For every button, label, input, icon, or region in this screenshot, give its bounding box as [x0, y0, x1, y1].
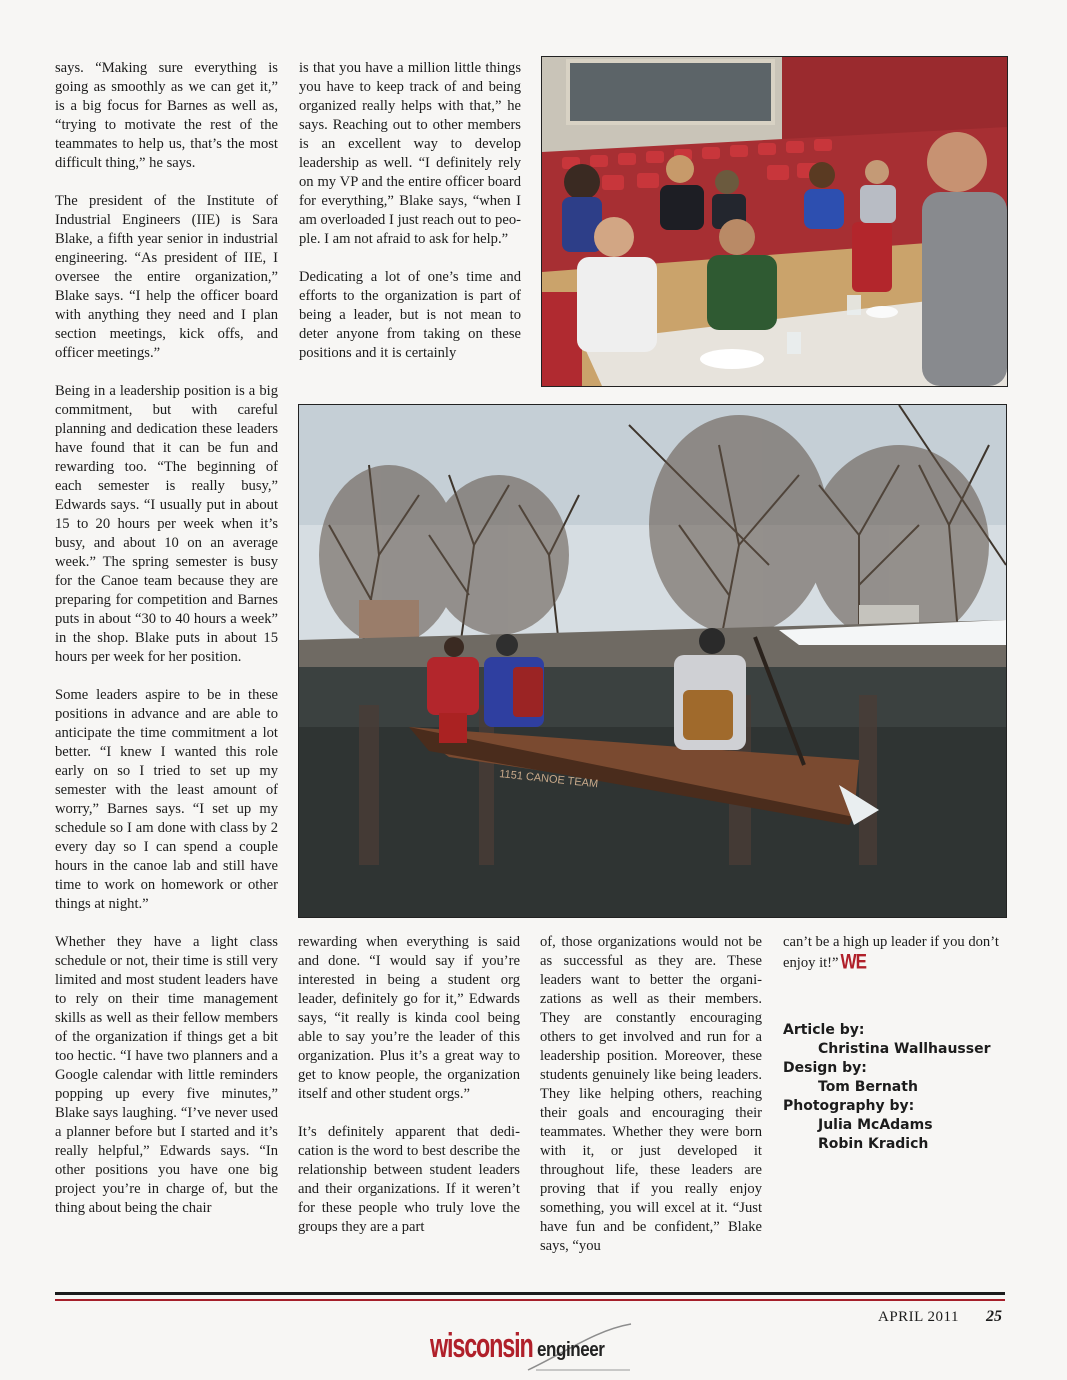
designer: Tom Bernath [818, 1079, 918, 1095]
article-column-5 [783, 933, 1005, 1154]
paragraph: It’s definitely apparent that dedication is the word to best describe the relationship between student leaders and their organizations. If it weren’t for these people who truly love the groups they are a part [298, 1124, 520, 1235]
paragraph: Being in a leadership position is a big commitment, but with careful planning and dedication these leaders have found that it can be fun and rewarding too. “The beginning of each semester is really busy,” Edwards says. “I usually put in about 15 to 20 hours per week when it’s busy, and about 10 on an average week.” The spring semester is busy for the Canoe team because they are preparing for competition and Barnes puts in about “30 to 40 hours a week” in the shop. Blake puts in about 15 hours per week for her position. [55, 383, 278, 665]
paragraph: Whether they have a light class schedule or not, their time is still very limited and most student leaders have to rely on their time management skills as well as their fellow members of the organization if things get a bit too hectic. “I have two planners and a Google calendar with little reminders popping up every five minutes,” Blake says laughing. “I’ve never used a planner before but I started and it’s really helpful,” Edwards says. “In other positions you have one big project you’re in charge of, but the thing about being the chair [55, 934, 278, 1216]
paragraph: says. “Making sure everything is going as smoothly as we can get it,” is a big focus for Barnes as well as, “trying to motivate the rest of the teammates to help us, that’s the most difficult thing,” he says. [55, 60, 278, 171]
paragraph [783, 933, 1005, 973]
classroom-photo [541, 56, 1008, 387]
design-by-label: Design by: [783, 1060, 867, 1076]
paragraph: is that you have a million little things you have to keep track of and being organized really helps with that,” he says. Reaching out to other members is an excellent way to develop leadership as well. “I definitely rely on my VP and the entire officer board for everything,” Blake says, “when I am overloaded I just reach out to people. I am not afraid to ask for help.” [299, 60, 521, 247]
article-column-1 [55, 59, 278, 1218]
photographer: Julia McAdams [818, 1117, 933, 1133]
article-by-label: Article by: [783, 1022, 865, 1038]
closing-text: can’t be a high up leader if you don’t enjoy it!” [783, 934, 999, 971]
article-column-2 [299, 59, 521, 363]
photographer: Robin Kradich [818, 1136, 929, 1152]
footer-rule-red [55, 1299, 1005, 1301]
article-author: Christina Wallhausser [818, 1041, 991, 1057]
credits [783, 1021, 1005, 1154]
canoe-photo [298, 404, 1007, 918]
paragraph: The president of the Institute of Industrial Engineers (IIE) is Sara Blake, a fifth year senior in industrial engineering. “As president of IIE, I oversee the entire organization,” Blake says. “I help the officer board with anything they need and I plan section meetings, kick offs, and officer meetings.” [55, 193, 278, 361]
footer-rule-black [55, 1292, 1005, 1295]
canoe-hull-text: 1151 CANOE TEAM [498, 768, 599, 791]
wisconsin-engineer-logo [430, 1322, 630, 1372]
article-column-4 [540, 933, 762, 1256]
we-end-mark-icon: WE [840, 949, 866, 974]
paragraph: rewarding when everything is said and done. “I would say if you’re interested in being a student org leader, definitely go for it,” Edwards says, “it really is kinda cool being able to say you’re the leader of this organization. Plus it’s a great way to get to know people, the organization itself and other student orgs.” [298, 934, 520, 1102]
page-number: 25 [986, 1308, 1002, 1325]
masthead-wisconsin: wisconsin [430, 1327, 533, 1365]
paragraph: Some leaders aspire to be in these positions in advance and are able to anticipate the time commitment a lot better. “I knew I wanted this role early on so I tried to set up my semester with the least amount of worry,” Barnes says. “I set up my schedule so I am done with class by 2 every day so I can spend a couple hours in the canoe lab and still have time to work on homework or other things at night.” [55, 687, 278, 912]
paragraph: Dedicating a lot of one’s time and efforts to the organization is part of being a leader, but is not mean to deter anyone from taking on these positions and it is certainly [299, 269, 521, 361]
masthead-engineer: engineer [537, 1339, 605, 1361]
article-column-3 [298, 933, 520, 1237]
photography-by-label: Photography by: [783, 1098, 915, 1114]
issue-date: APRIL 2011 [878, 1309, 959, 1325]
paragraph: of, those organizations would not be as successful as they are. These leaders want to better the organizations as well as their members. They are constantly encouraging others to get involved and run for a leadership position. Moreover, these students genuinely like being leaders. They like helping others, reaching their goals and encouraging their teammates. Whether they were born with it, or just developed it throughout life, these leaders are proving that if you really enjoy something, you will excel at it. “Just have fun and be confident,” Blake says, “you [540, 934, 762, 1254]
